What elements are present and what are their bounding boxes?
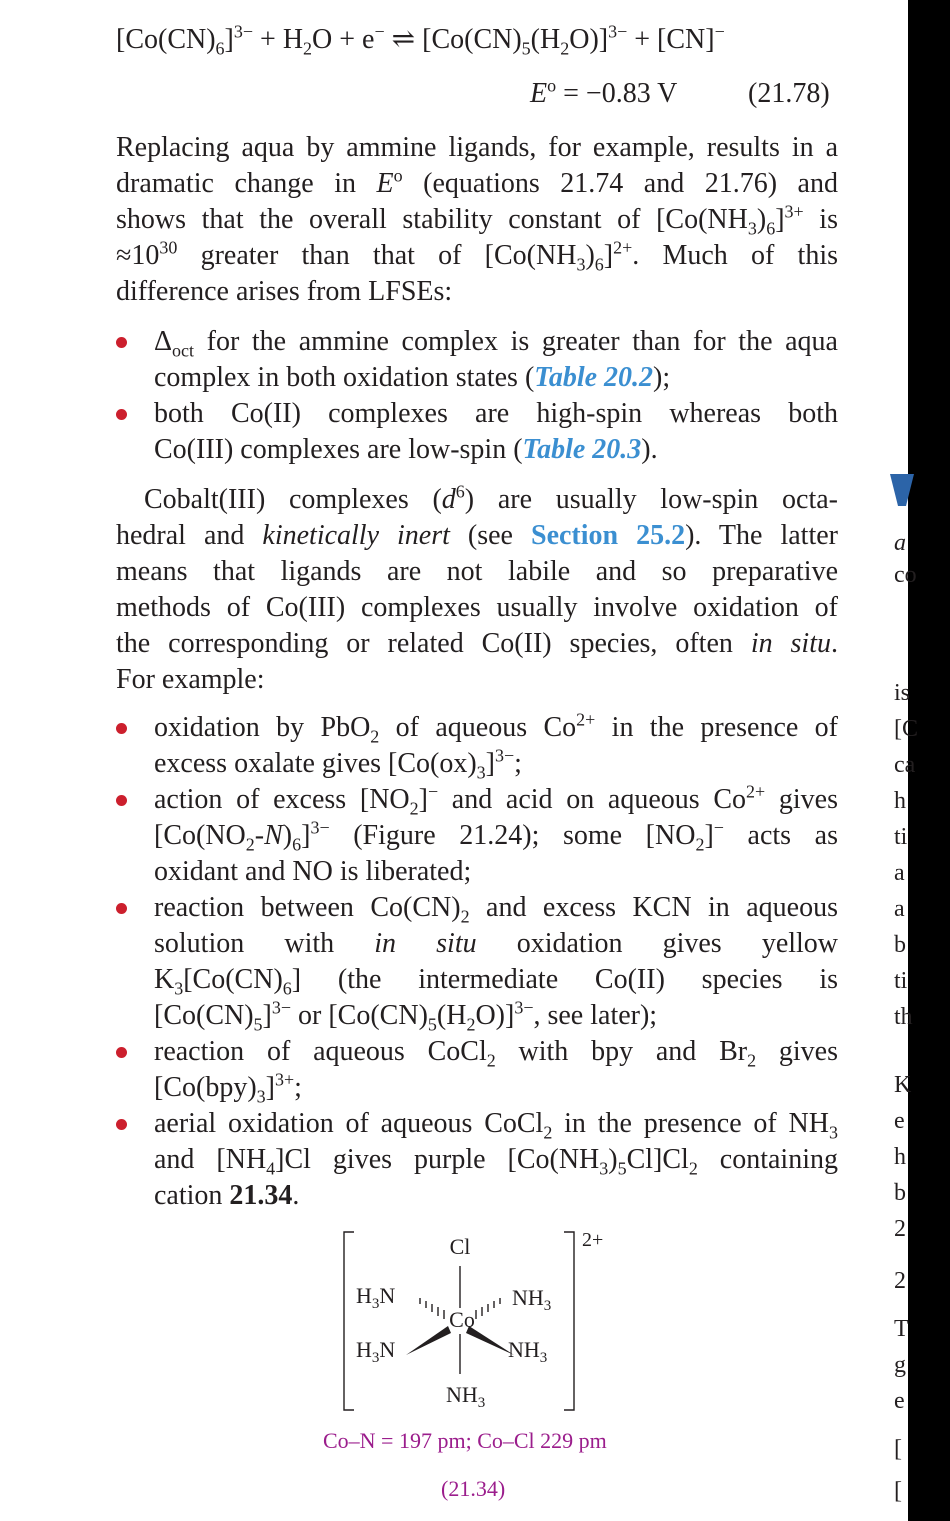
paragraph-2 [116, 482, 838, 698]
paragraph-1 [116, 130, 838, 310]
edge-fragment: b [894, 932, 906, 958]
eq-symbol: E [530, 78, 548, 109]
hashed-bond-right [476, 1298, 500, 1319]
eq-text: + H [253, 24, 304, 55]
link-section-25-2[interactable]: Section 25.2 [531, 520, 686, 551]
nh3-top-right-label: $NH_3$ [512, 1285, 552, 1314]
link-table-20-2[interactable]: Table 20.2 [534, 362, 654, 393]
list-item: oxidation by PbO$_2$ of aqueous $Co^{2+}$ in the presence of excess oxalate gives $[Co(ox)_3]^{3-}$; [116, 710, 838, 782]
edge-fragment: 2 [894, 1268, 906, 1294]
right-bracket [564, 1232, 574, 1410]
bullet-list-2 [116, 710, 838, 1214]
bullet-icon [116, 409, 127, 420]
text-line: For example: [116, 664, 265, 695]
co-label: Co [449, 1307, 475, 1332]
bullet-icon [116, 337, 127, 348]
edge-fragment: K [894, 1072, 912, 1098]
list-item: $\Delta_{oct}$ for the ammine complex is greater than for the aqua complex in both oxidation states (Table 20.2); [116, 324, 838, 396]
bullet-icon [116, 795, 127, 806]
edge-fragment: b [894, 1180, 906, 1206]
text-line: methods of Co(III) complexes usually involve oxidation of [116, 592, 838, 623]
cl-label: Cl [449, 1234, 471, 1259]
eq-sup: 3− [233, 21, 254, 42]
left-bracket [344, 1232, 354, 1410]
list-item: both Co(II) complexes are high-spin whereas both Co(III) complexes are low-spin (Table 20.3). [116, 396, 838, 468]
text-line: Replacing aqua by ammine ligands, for example, results in a [116, 132, 838, 163]
text-line: the corresponding or related Co(II) species, often in situ. [116, 628, 838, 659]
bullet-icon [116, 1119, 127, 1130]
structure-caption: Co–N = 197 pm; Co–Cl 229 pm [323, 1428, 607, 1453]
edge-fragment: a [894, 896, 905, 922]
equilibrium-arrow: ⇌ [384, 24, 423, 55]
equation-number: (21.78) [748, 78, 830, 109]
bullet-icon [116, 723, 127, 734]
edge-fragment: a [894, 860, 905, 886]
list-item: action of excess $[NO_2]^-$ and acid on aqueous $Co^{2+}$ gives $[Co(NO_2-N)_6]^{3-}$ (Figure 21.24); some $[NO_2]^-$ acts as oxidant and NO is liberated; [116, 782, 838, 890]
hashed-bond-left [420, 1298, 444, 1319]
edge-fragment: ti [894, 968, 908, 994]
edge-fragment: [ [894, 1478, 902, 1504]
equation-21-78: $[Co(CN)_6]^{3-} + H_2O + e^-$ ⇌ $[Co(CN)_5(H_2O)]^{3-} + [CN]^-$ [116, 21, 725, 59]
eq-text: + [CN] [627, 24, 715, 55]
wedge-bond-left [406, 1326, 451, 1355]
text-line: means that ligands are not labile and so preparative [116, 556, 838, 587]
eq-sub: 2 [560, 38, 570, 59]
edge-fragment: e [894, 1108, 905, 1134]
edge-fragment: [ [894, 1436, 902, 1462]
edge-fragment: co [894, 562, 917, 588]
edge-fragment: T [894, 1316, 909, 1342]
eq-sub: 2 [303, 38, 313, 59]
eq-sub: 5 [521, 38, 531, 59]
edge-fragment: ca [894, 752, 916, 778]
edge-fragment: th [894, 1004, 913, 1030]
link-table-20-3[interactable]: Table 20.3 [522, 434, 642, 465]
edge-fragment: ti [894, 824, 908, 850]
eq-sup: − [374, 21, 385, 42]
text-line: dramatic change in $E^o$ (equations 21.74 and 21.76) and [116, 165, 838, 199]
cropped-figure-icon [888, 470, 918, 510]
eq-sup: o [547, 75, 557, 96]
edge-fragment: h [894, 788, 906, 814]
structure-number: (21.34) [441, 1476, 506, 1501]
edge-fragment: h [894, 1144, 906, 1170]
h3n-bottom-left-label: $H_3N$ [356, 1337, 396, 1366]
edge-fragment: g [894, 1352, 906, 1378]
eq-text: [Co(CN) [116, 24, 216, 55]
text-line: hedral and kinetically inert (see Section 25.2). The latter [116, 520, 838, 551]
adjacent-page-edge [880, 0, 950, 1521]
edge-fragment: is [894, 680, 911, 706]
edge-fragment: [C [894, 716, 918, 742]
eq-sup: 3− [608, 21, 628, 42]
bullet-list-1 [116, 324, 838, 468]
bullet-icon [116, 903, 127, 914]
bullet-icon [116, 1047, 127, 1058]
eq-value: = −0.83 V [556, 78, 678, 109]
charge-label: 2+ [582, 1229, 604, 1251]
eq-text: (H [530, 24, 561, 55]
equation-potential [530, 75, 678, 110]
eq-text: [Co(CN) [422, 24, 522, 55]
edge-fragment: 2 [894, 1216, 906, 1242]
text-line: shows that the overall stability constant of $[Co(NH_3)_6]^{3+}$ is [116, 201, 838, 239]
eq-sub: 6 [215, 38, 225, 59]
nh3-bottom-right-label: $NH_3$ [508, 1337, 548, 1366]
list-item: aerial oxidation of aqueous CoCl$_2$ in the presence of $NH_3$ and $[NH_4]Cl$ gives purple $[Co(NH_3)_5Cl]Cl_2$ containing cation 21.34. [116, 1106, 838, 1214]
eq-text: O)] [569, 24, 609, 55]
text-line: Cobalt(III) complexes $(d^6)$ are usually low-spin octa- [144, 481, 838, 515]
list-item: reaction between $Co(CN)_2$ and excess KCN in aqueous solution with in situ oxidation gives yellow $K_3[Co(CN)_6]$ (the intermediate Co(II) species is $[Co(CN)_5]^{3-}$ or $[Co(CN)_5(H_2O)]^{3-}$, see later); [116, 890, 838, 1034]
eq-text: O + e [312, 24, 375, 55]
cobalt-complex-structure [320, 1222, 640, 1417]
edge-fragment: a [894, 530, 906, 556]
h3n-top-left-label: $H_3N$ [356, 1283, 396, 1312]
list-item: reaction of aqueous CoCl$_2$ with bpy and $Br_2$ gives $[Co(bpy)_3]^{3+}$; [116, 1034, 838, 1106]
text-line: $\approx 10^{30}$ greater than that of $[Co(NH_3)_6]^{2+}$. Much of this [116, 237, 838, 275]
edge-fragment: e [894, 1388, 905, 1414]
eq-sup: − [714, 21, 725, 42]
nh3-bottom-label: $NH_3$ [446, 1382, 486, 1411]
text-line: difference arises from LFSEs: [116, 276, 453, 307]
